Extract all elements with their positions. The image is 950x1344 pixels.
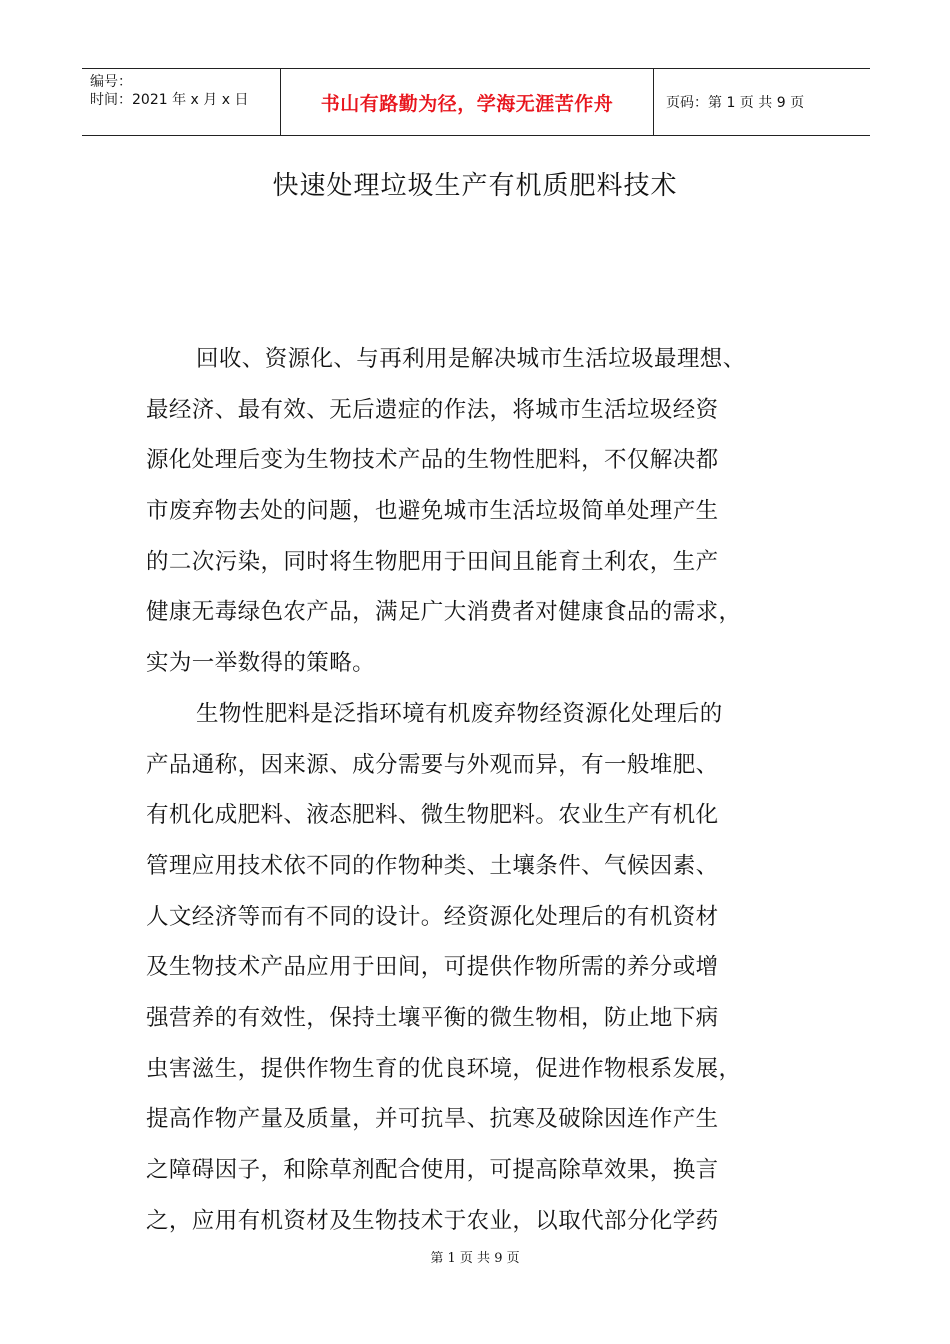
paragraph-line: 强营养的有效性，保持土壤平衡的微生物相，防止地下病 [146,1004,719,1031]
paragraph-line: 产品通称，因来源、成分需要与外观而异，有一般堆肥、 [146,751,719,778]
paragraph-line: 回收、资源化、与再利用是解决城市生活垃圾最理想、 [196,346,746,372]
paragraph-line: 实为一举数得的策略。 [146,650,376,677]
paragraph-line: 生物性肥料是泛指环境有机废弃物经资源化处理后的 [196,700,723,727]
paragraph-line: 健康无毒绿色农产品，满足广大消费者对健康食品的需求， [146,599,742,626]
paragraph-line: 之障碍因子，和除草剂配合使用，可提高除草效果，换言 [146,1157,719,1183]
page-label: 页码：第 1 页 共 9 页 [666,95,805,111]
paragraph-line: 最经济、最有效、无后遗症的作法，将城市生活垃圾经资 [146,396,719,423]
paragraph-line: 及生物技术产品应用于田间，可提供作物所需的养分或增 [146,954,719,981]
paragraph-line: 有机化成肥料、液态肥料、微生物肥料。农业生产有机化 [146,802,719,829]
header-meta-cell [82,69,281,135]
page-footer: 第 1 页 共 9 页 [430,1251,520,1266]
document-title: 快速处理垃圾生产有机质肥料技术 [272,171,678,201]
motto-text: 书山有路勤为径，学海无涯苦作舟 [320,92,614,115]
paragraph-line: 人文经济等而有不同的设计。经资源化处理后的有机资材 [146,903,719,930]
header-page-cell [654,69,870,135]
paragraph-line: 虫害滋生，提供作物生育的优良环境，促进作物根系发展， [146,1055,742,1082]
paragraph-line: 源化处理后变为生物技术产品的生物性肥料，不仅解决都 [146,447,719,474]
paragraph-line: 市废弃物去处的问题，也避免城市生活垃圾简单处理产生 [146,498,719,525]
paragraph-line: 提高作物产量及质量，并可抗旱、抗寒及破除因连作产生 [146,1106,719,1133]
paragraph-line: 的二次污染，同时将生物肥用于田间且能育土利农，生产 [146,548,719,575]
paragraph-line: 管理应用技术依不同的作物种类、土壤条件、气候因素、 [146,852,719,879]
header-motto-cell [281,69,654,135]
document-header [82,68,870,136]
number-label: 编号： [90,74,132,90]
time-label: 时间：2021 年 x 月 x 日 [90,92,249,108]
body-text [146,334,806,1246]
paragraph-line: 之，应用有机资材及生物技术于农业，以取代部分化学药 [146,1207,719,1234]
